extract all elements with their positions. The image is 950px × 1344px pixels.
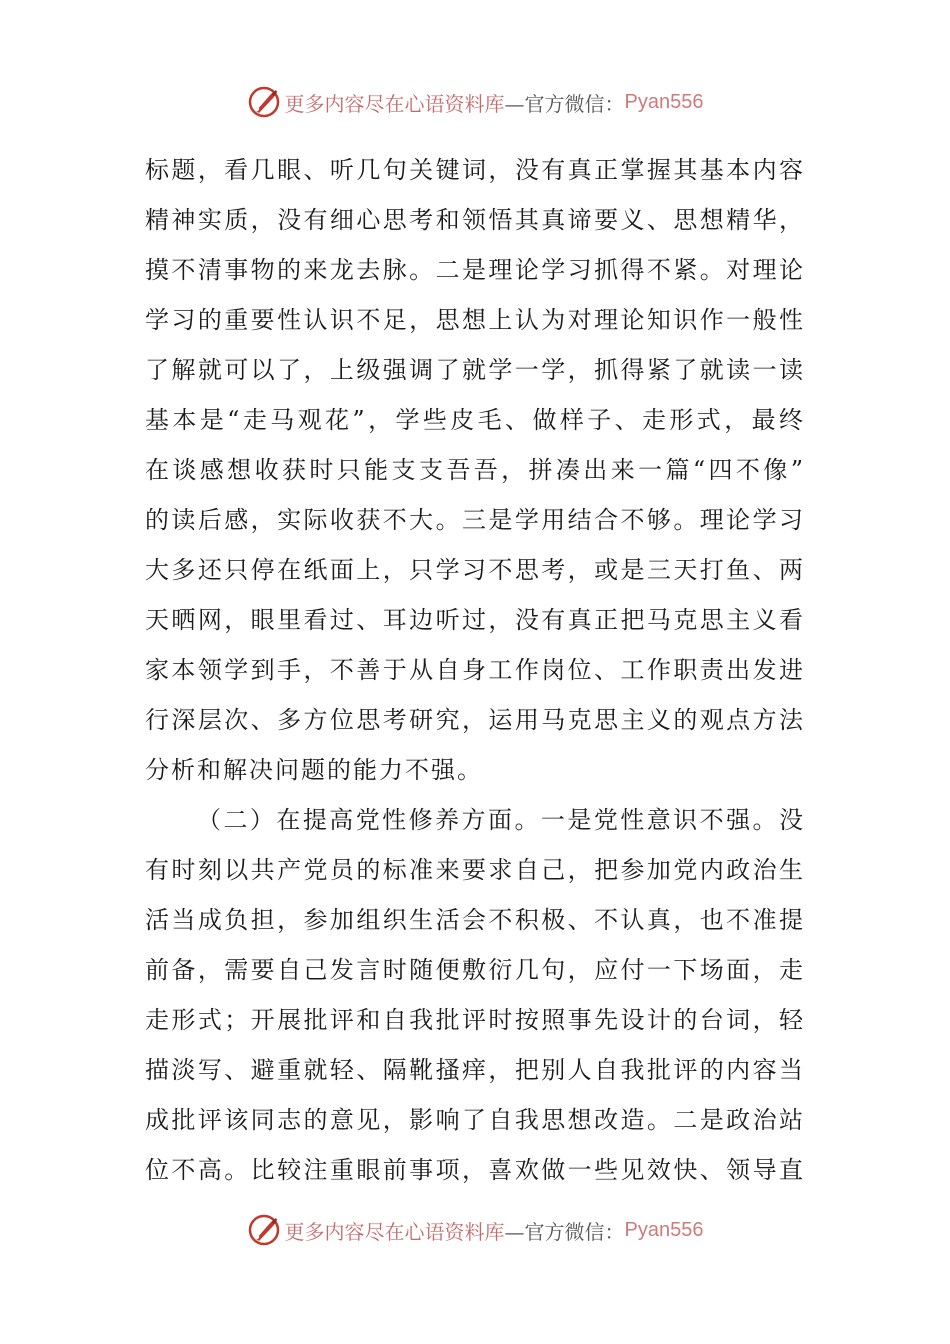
body-line: 了解就可以了，上级强调了就学一学，抓得紧了就读一读 <box>145 356 805 384</box>
body-line: 学习的重要性认识不足，思想上认为对理论知识作一般性 <box>145 306 805 334</box>
body-line: 描淡写、避重就轻、隔靴搔痒，把别人自我批评的内容当 <box>145 1056 805 1084</box>
body-line: 在谈感想收获时只能支支吾吾，拼凑出来一篇“四不像” <box>145 456 805 484</box>
body-line: 大多还只停在纸面上，只学习不思考，或是三天打鱼、两 <box>145 556 805 584</box>
body-line: 基本是“走马观花”，学些皮毛、做样子、走形式，最终 <box>145 406 805 434</box>
body-line: 成批评该同志的意见，影响了自我思想改造。二是政治站 <box>145 1106 805 1134</box>
banner-slogan: 更多内容尽在心语资料库 <box>284 91 505 116</box>
body-line: 位不高。比较注重眼前事项，喜欢做一些见效快、领导直 <box>145 1156 805 1184</box>
quill-logo-icon <box>247 85 281 119</box>
body-line-paragraph-end: 分析和解决问题的能力不强。 <box>145 756 483 784</box>
body-line: 行深层次、多方位思考研究，运用马克思主义的观点方法 <box>145 706 805 734</box>
body-line: 走形式；开展批评和自我批评时按照事先设计的台词，轻 <box>145 1006 805 1034</box>
banner-contact-label: —官方微信： <box>504 91 625 116</box>
banner-contact-label: —官方微信： <box>504 1219 625 1244</box>
body-line: 天晒网，眼里看过、耳边听过，没有真正把马克思主义看 <box>145 606 805 634</box>
banner-slogan: 更多内容尽在心语资料库 <box>284 1219 505 1244</box>
body-line: 家本领学到手，不善于从自身工作岗位、工作职责出发进 <box>145 656 805 684</box>
document-body <box>145 145 805 1195</box>
body-line: 摸不清事物的来龙去脉。二是理论学习抓得不紧。对理论 <box>145 256 805 284</box>
banner-wechat-id: Pyan556 <box>624 1218 704 1241</box>
body-line: 有时刻以共产党员的标准来要求自己，把参加党内政治生 <box>145 856 805 884</box>
body-line: 的读后感，实际收获不大。三是学用结合不够。理论学习 <box>145 506 805 534</box>
body-line: 精神实质，没有细心思考和领悟其真谛要义、思想精华， <box>145 206 805 234</box>
body-line: 标题，看几眼、听几句关键词，没有真正掌握其基本内容 <box>145 156 805 184</box>
banner-wechat-id: Pyan556 <box>624 90 704 113</box>
quill-logo-icon <box>247 1213 281 1247</box>
body-line-section-heading: （二）在提高党性修养方面。一是党性意识不强。没 <box>197 806 805 834</box>
body-line: 活当成负担，参加组织生活会不积极、不认真，也不准提 <box>145 906 805 934</box>
footer-banner <box>0 1208 950 1252</box>
body-line: 前备，需要自己发言时随便敷衍几句，应付一下场面，走 <box>145 956 805 984</box>
header-banner <box>0 80 950 124</box>
